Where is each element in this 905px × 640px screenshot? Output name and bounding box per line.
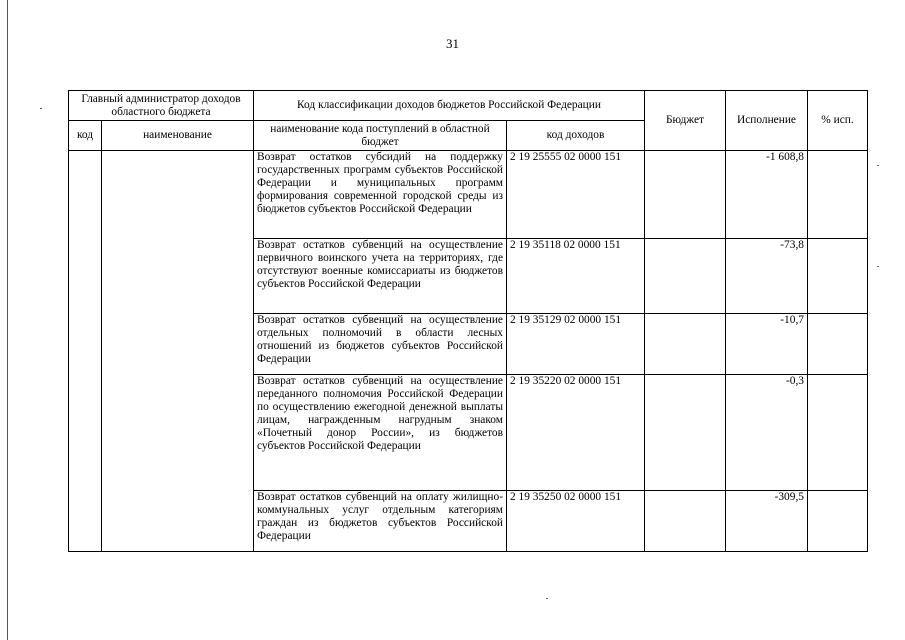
row-budget <box>645 375 726 491</box>
row-name: Возврат остатков субвенций на осуществление отдельных полномочий в области лесных отношений из бюджетов субъектов Российской Федерации <box>254 314 507 375</box>
row-execution: -309,5 <box>726 491 808 552</box>
row-execution: -0,3 <box>726 375 808 491</box>
row-budget <box>645 239 726 314</box>
row-percent <box>808 491 868 552</box>
header-chief-admin: Главный администратор доходов областного бюджета <box>69 91 254 121</box>
row-percent <box>808 314 868 375</box>
row-income-code: 2 19 35250 02 0000 151 <box>507 491 645 552</box>
row-budget <box>645 314 726 375</box>
row-execution: -10,7 <box>726 314 808 375</box>
row-income-code: 2 19 35220 02 0000 151 <box>507 375 645 491</box>
table-row <box>69 151 868 239</box>
header-percent: % исп. <box>808 91 868 151</box>
scan-speck <box>877 266 879 267</box>
scan-speck <box>40 108 42 109</box>
header-execution: Исполнение <box>726 91 808 151</box>
row-name: Возврат остатков субвенций на осуществление первичного воинского учета на территориях, где отсутствуют военные комиссариаты из бюджетов субъектов Российской Федерации <box>254 239 507 314</box>
admin-name-cell <box>102 151 254 552</box>
row-percent <box>808 239 868 314</box>
page-number: 31 <box>446 36 459 51</box>
row-income-code: 2 19 25555 02 0000 151 <box>507 151 645 239</box>
header-receipt-code-name: наименование кода поступлений в областной бюджет <box>254 121 507 151</box>
scan-speck <box>546 598 548 599</box>
row-income-code: 2 19 35129 02 0000 151 <box>507 314 645 375</box>
row-percent <box>808 375 868 491</box>
header-income-code: код доходов <box>507 121 645 151</box>
header-budget: Бюджет <box>645 91 726 151</box>
row-percent <box>808 151 868 239</box>
budget-revenue-table <box>68 90 868 552</box>
header-code: код <box>69 121 102 151</box>
header-classification-code: Код классификации доходов бюджетов Российской Федерации <box>254 91 645 121</box>
admin-code-cell <box>69 151 102 552</box>
scan-speck <box>877 165 879 166</box>
row-execution: -73,8 <box>726 239 808 314</box>
row-budget <box>645 151 726 239</box>
row-income-code: 2 19 35118 02 0000 151 <box>507 239 645 314</box>
row-name: Возврат остатков субвенций на оплату жилищно-коммунальных услуг отдельным категориям граждан из бюджетов субъектов Российской Федерации <box>254 491 507 552</box>
row-name: Возврат остатков субсидий на поддержку государственных программ субъектов Российской Федерации и муниципальных программ формирования современной городской среды из бюджетов субъектов Российской Федерации <box>254 151 507 239</box>
row-execution: -1 608,8 <box>726 151 808 239</box>
row-name: Возврат остатков субвенций на осуществление переданного полномочия Российской Федерации по осуществлению ежегодной денежной выплаты лицам, награжденным нагрудным знаком «Почетный донор России», из бюджетов субъектов Российской Федерации <box>254 375 507 491</box>
row-budget <box>645 491 726 552</box>
scan-border-line <box>7 0 8 640</box>
header-name: наименование <box>102 121 254 151</box>
